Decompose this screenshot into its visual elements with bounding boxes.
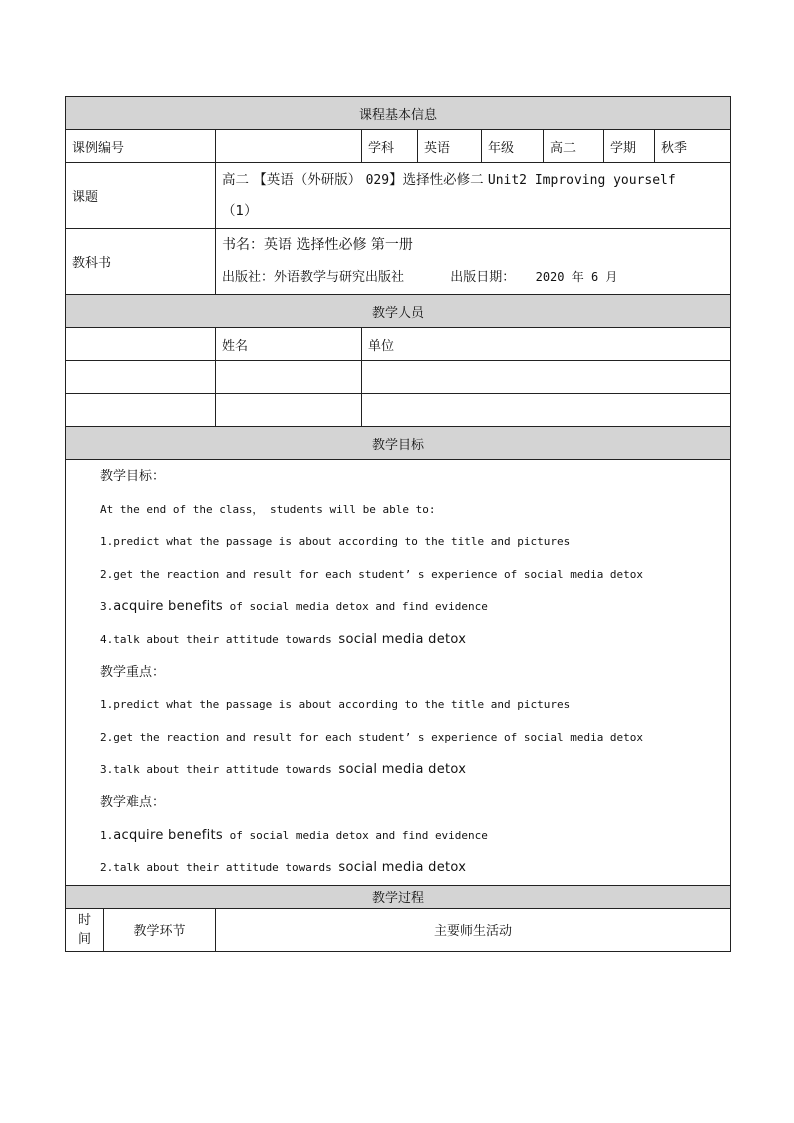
grade-label: 年级 <box>482 130 544 163</box>
difficulty-item-pre: 2.talk about their attitude towards <box>100 861 339 875</box>
section-process: 教学过程 <box>66 885 731 908</box>
key-item <box>72 722 724 755</box>
topic-number: 029 <box>365 173 390 188</box>
process-time-text: 时间 <box>77 912 91 947</box>
key-item <box>72 754 724 787</box>
goal-item-pre: 1.predict what the passage is about according to the title and pictures <box>100 535 571 549</box>
goal-items <box>72 526 724 656</box>
difficulty-item-pre: 1. <box>100 828 114 842</box>
topic-cn-2: 】选择性必修二 <box>389 172 488 188</box>
process-activity-header: 主要师生活动 <box>216 908 731 951</box>
section-goals: 教学目标 <box>66 427 731 460</box>
pub-date-value: 2020 年 6 月 <box>535 270 618 284</box>
goal-item-pre: 4.talk about their attitude towards <box>100 632 339 646</box>
subject-value: 英语 <box>418 130 482 163</box>
topic-cn: 高二 【英语（外研版） <box>222 172 366 188</box>
key-item-pre: 1.predict what the passage is about according to the title and pictures <box>100 698 571 712</box>
staff-row-1-name <box>216 361 362 394</box>
publisher: 出版社：外语教学与研究出版社 <box>222 270 405 285</box>
goal-item-big: acquire benefits <box>113 599 224 615</box>
key-title: 教学重点： <box>100 664 166 680</box>
process-step-header: 教学环节 <box>104 908 216 951</box>
lesson-id-label: 课例编号 <box>66 130 216 163</box>
subject-label: 学科 <box>362 130 418 163</box>
section-basic-info: 课程基本信息 <box>66 97 731 130</box>
difficulty-title: 教学难点： <box>100 794 166 810</box>
goal-item <box>72 591 724 624</box>
goal-item <box>72 559 724 592</box>
term-label: 学期 <box>604 130 655 163</box>
pub-date-label: 出版日期： <box>450 270 516 285</box>
textbook-label: 教科书 <box>66 229 216 295</box>
textbook-value <box>216 229 731 295</box>
lesson-info-table <box>65 96 731 952</box>
staff-row-2-unit <box>362 394 731 427</box>
goal-title: 教学目标： <box>100 469 166 484</box>
key-item-pre: 3.talk about their attitude towards <box>100 763 339 777</box>
section-staff: 教学人员 <box>66 295 731 328</box>
staff-name-header: 姓名 <box>216 328 362 361</box>
staff-row-2-role <box>66 394 216 427</box>
process-time-header <box>66 908 104 951</box>
goals-content <box>66 460 731 886</box>
term-value: 秋季 <box>655 130 731 163</box>
publisher-line <box>222 261 724 294</box>
goal-item-pre: 2.get the reaction and result for each student’ s experience of social media detox <box>100 567 644 581</box>
staff-row-2-name <box>216 394 362 427</box>
goal-item-pre: 3. <box>100 600 114 614</box>
goal-item-post: of social media detox and find evidence <box>223 600 488 614</box>
staff-row-1-role <box>66 361 216 394</box>
key-item-big: social media detox <box>338 762 467 778</box>
key-item-pre: 2.get the reaction and result for each student’ s experience of social media detox <box>100 730 644 744</box>
staff-role-header <box>66 328 216 361</box>
topic-label: 课题 <box>66 163 216 229</box>
key-items <box>72 689 724 787</box>
grade-value: 高二 <box>544 130 604 163</box>
topic-value <box>216 163 731 229</box>
goal-item <box>72 624 724 657</box>
goal-item-big: social media detox <box>338 631 467 647</box>
difficulty-items <box>72 820 724 885</box>
book-name: 书名：英语 选择性必修 第一册 <box>222 237 413 253</box>
difficulty-item <box>72 820 724 853</box>
staff-unit-header: 单位 <box>362 328 731 361</box>
lesson-id-value <box>216 130 362 163</box>
key-item <box>72 689 724 722</box>
staff-row-1-unit <box>362 361 731 394</box>
topic-unit: Unit2 Improving yourself <box>487 173 676 188</box>
difficulty-item-big: acquire benefits <box>113 827 224 843</box>
topic-text <box>222 165 724 196</box>
difficulty-item-post: of social media detox and find evidence <box>223 828 488 842</box>
goal-item <box>72 526 724 559</box>
difficulty-item-big: social media detox <box>338 860 467 876</box>
goal-intro: At the end of the class， students will be able to: <box>100 502 436 516</box>
difficulty-item <box>72 852 724 885</box>
topic-line-2: （1） <box>222 203 258 219</box>
